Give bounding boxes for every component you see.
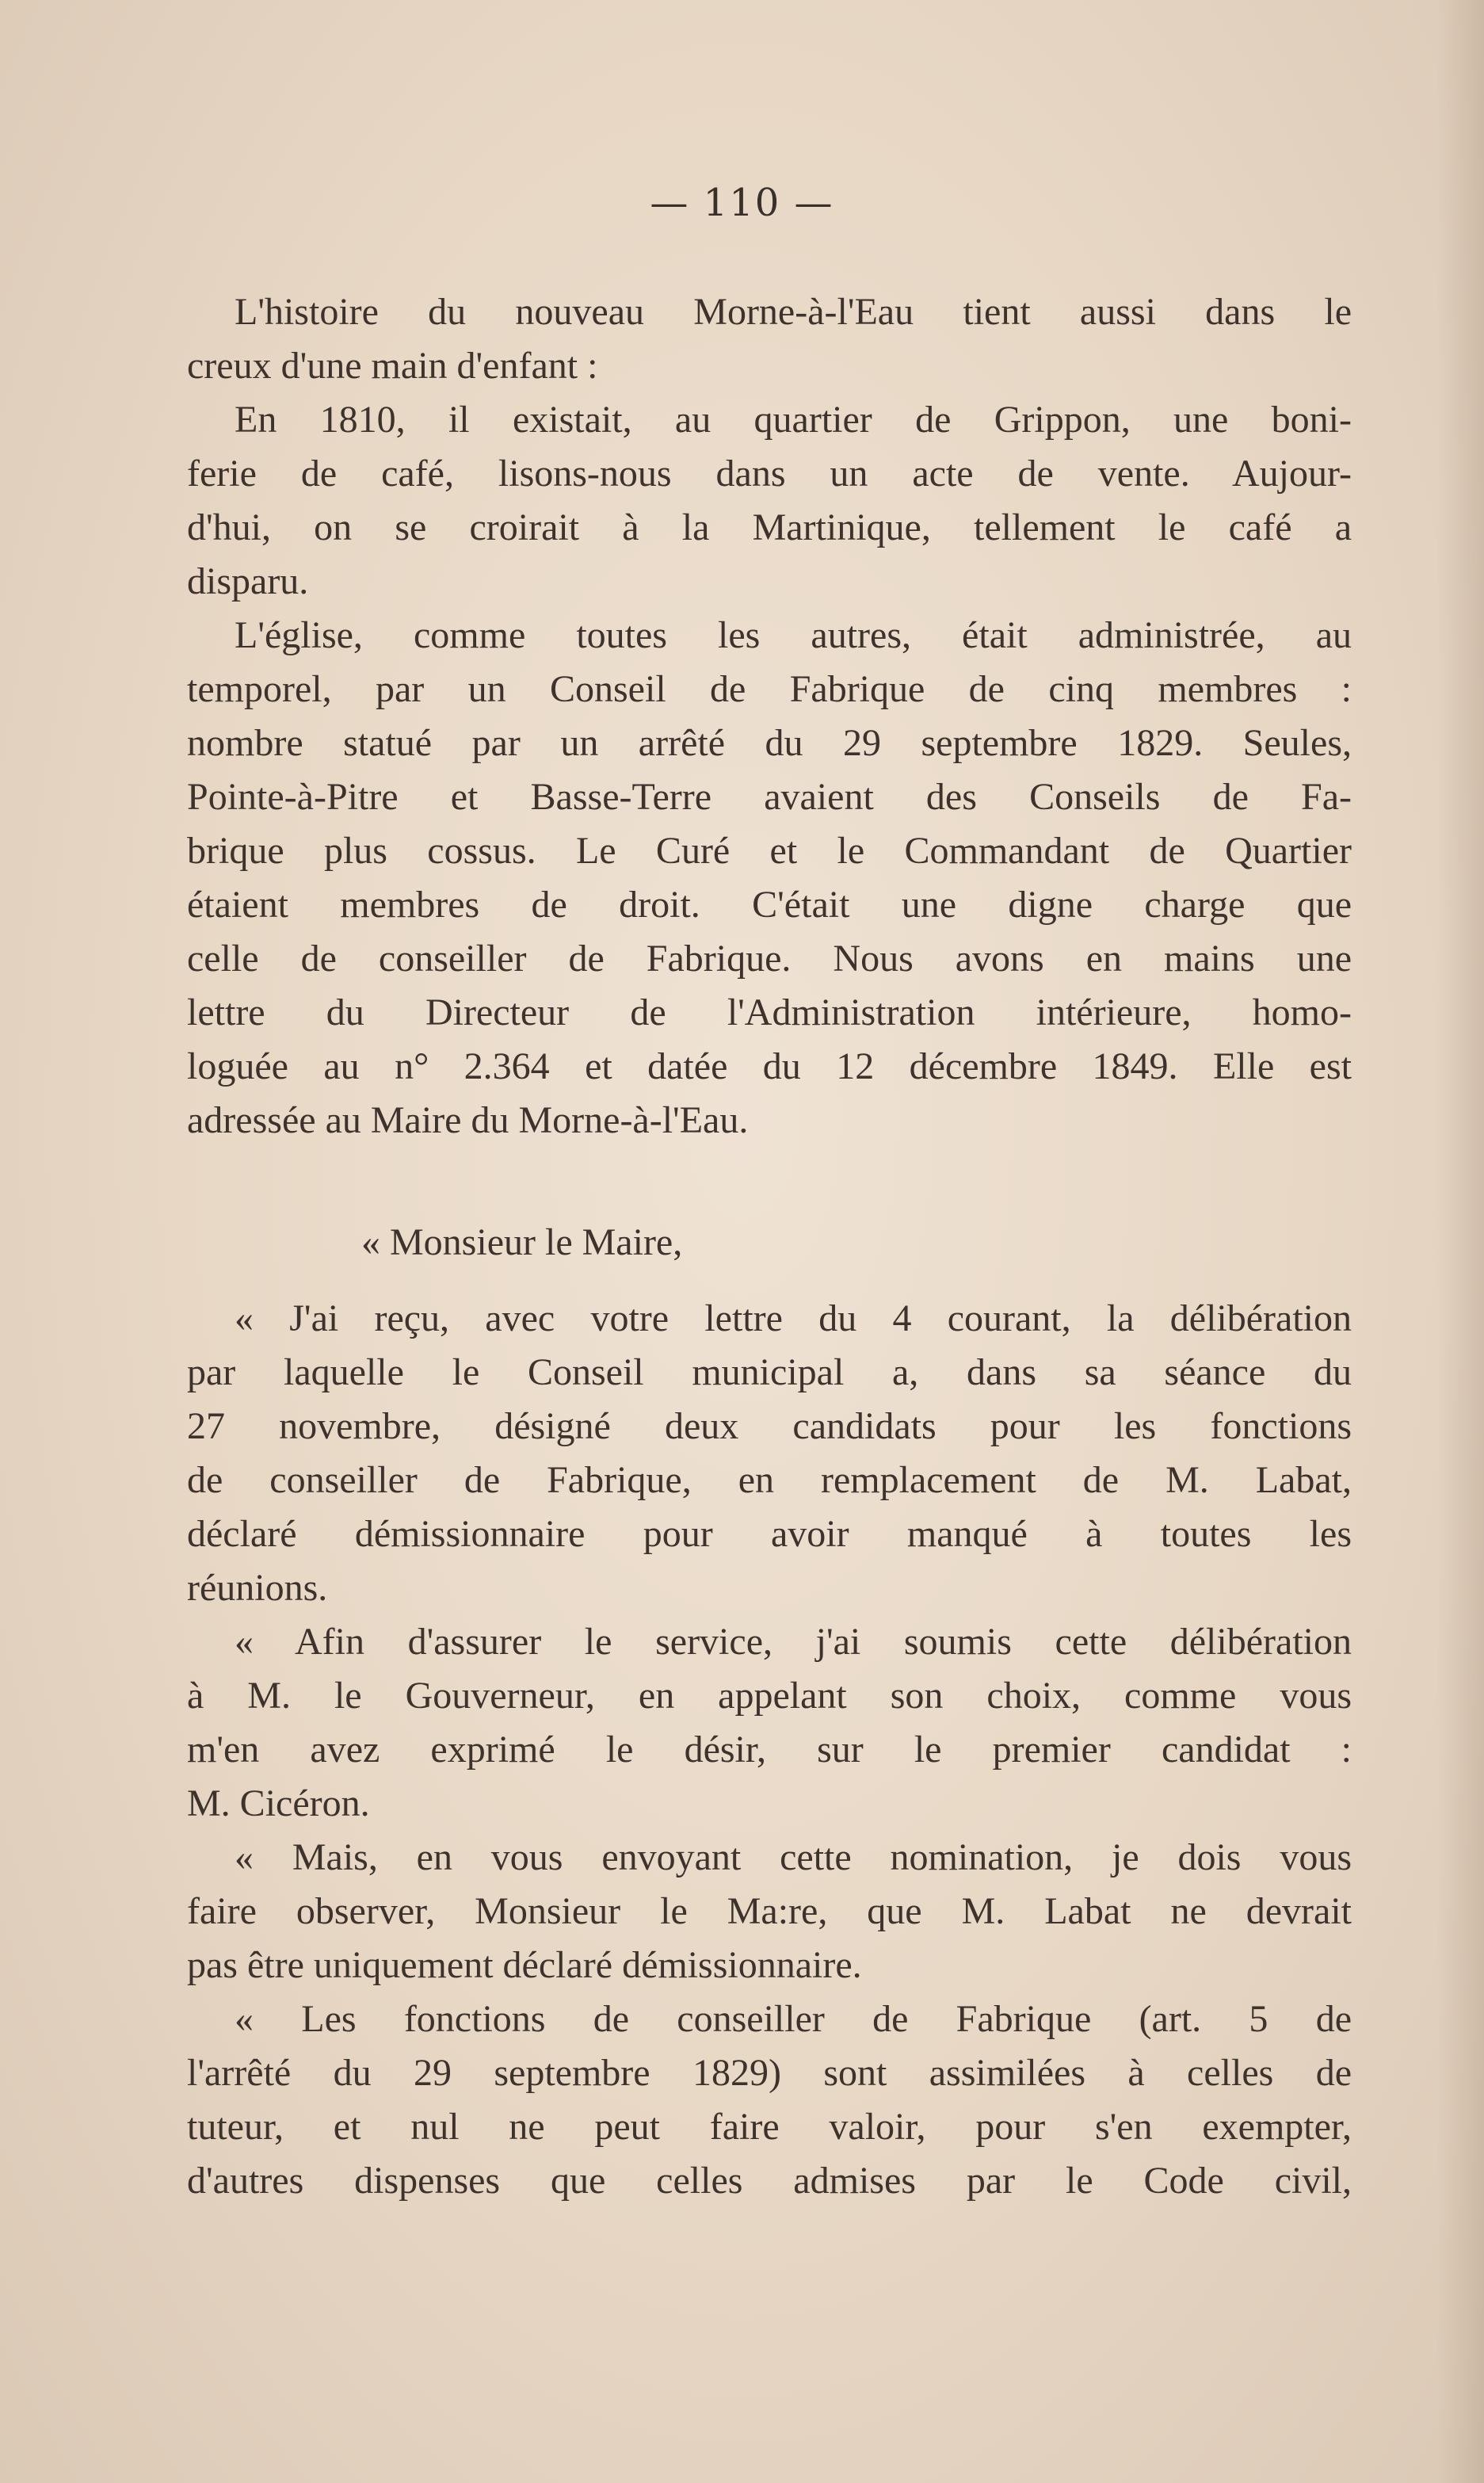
text-line: d'autres dispenses que celles admises par le Code civil, (187, 2160, 1352, 2202)
text-line: ferie de café, lisons-nous dans un acte de vente. Aujour- (187, 453, 1352, 495)
text-line: 27 novembre, désigné deux candidats pour les fonctions (187, 1405, 1352, 1447)
text-line: nombre statué par un arrêté du 29 septembre 1829. Seules, (187, 722, 1352, 764)
page-number: — 110 — (650, 181, 834, 225)
text-line: faire observer, Monsieur le Ma:re, que M. Labat ne devrait (187, 1890, 1352, 1932)
text-line: L'histoire du nouveau Morne-à-l'Eau tient aussi dans le (235, 291, 1352, 333)
text-line: à M. le Gouverneur, en appelant son choix, comme vous (187, 1675, 1352, 1717)
text-line: « Les fonctions de conseiller de Fabrique (art. 5 de (235, 1998, 1352, 2040)
text-line: pas être uniquement déclaré démissionnaire. (187, 1944, 862, 1986)
text-line: « Mais, en vous envoyant cette nomination, je dois vous (235, 1836, 1352, 1878)
text-line: adressée au Maire du Morne-à-l'Eau. (187, 1099, 749, 1141)
text-line: tuteur, et nul ne peut faire valoir, pour s'en exempter, (187, 2106, 1352, 2148)
text-line: « J'ai reçu, avec votre lettre du 4 courant, la délibération (235, 1297, 1352, 1339)
text-line: celle de conseiller de Fabrique. Nous avons en mains une (187, 938, 1352, 980)
text-line: creux d'une main d'enfant : (187, 345, 598, 387)
text-line: loguée au n° 2.364 et datée du 12 décembre 1849. Elle est (187, 1045, 1352, 1087)
body-text-block-2 (187, 1292, 1352, 2208)
text-line: d'hui, on se croirait à la Martinique, tellement le café a (187, 506, 1352, 548)
text-line: L'église, comme toutes les autres, était administrée, au (235, 614, 1352, 656)
text-line: « Afin d'assurer le service, j'ai soumis cette délibération (235, 1621, 1352, 1663)
text-line: de conseiller de Fabrique, en remplacement de M. Labat, (187, 1459, 1352, 1501)
text-line: brique plus cossus. Le Curé et le Commandant de Quartier (187, 830, 1352, 872)
text-line: Pointe-à-Pitre et Basse-Terre avaient des Conseils de Fa- (187, 776, 1352, 818)
page-fold-shadow (1436, 0, 1484, 2483)
letter-salutation: « Monsieur le Maire, (361, 1221, 683, 1263)
text-line: M. Cicéron. (187, 1782, 370, 1824)
text-line: par laquelle le Conseil municipal a, dans sa séance du (187, 1351, 1352, 1393)
text-line: étaient membres de droit. C'était une digne charge que (187, 884, 1352, 926)
text-line: En 1810, il existait, au quartier de Grippon, une boni- (235, 399, 1352, 441)
text-line: disparu. (187, 560, 309, 602)
body-text-block-1 (187, 285, 1352, 1148)
text-line: m'en avez exprimé le désir, sur le premier candidat : (187, 1729, 1352, 1771)
text-line: lettre du Directeur de l'Administration intérieure, homo- (187, 991, 1352, 1033)
text-line: temporel, par un Conseil de Fabrique de cinq membres : (187, 668, 1352, 710)
text-line: réunions. (187, 1567, 328, 1609)
text-line: l'arrêté du 29 septembre 1829) sont assimilées à celles de (187, 2052, 1352, 2094)
text-line: déclaré démissionnaire pour avoir manqué à toutes les (187, 1513, 1352, 1555)
